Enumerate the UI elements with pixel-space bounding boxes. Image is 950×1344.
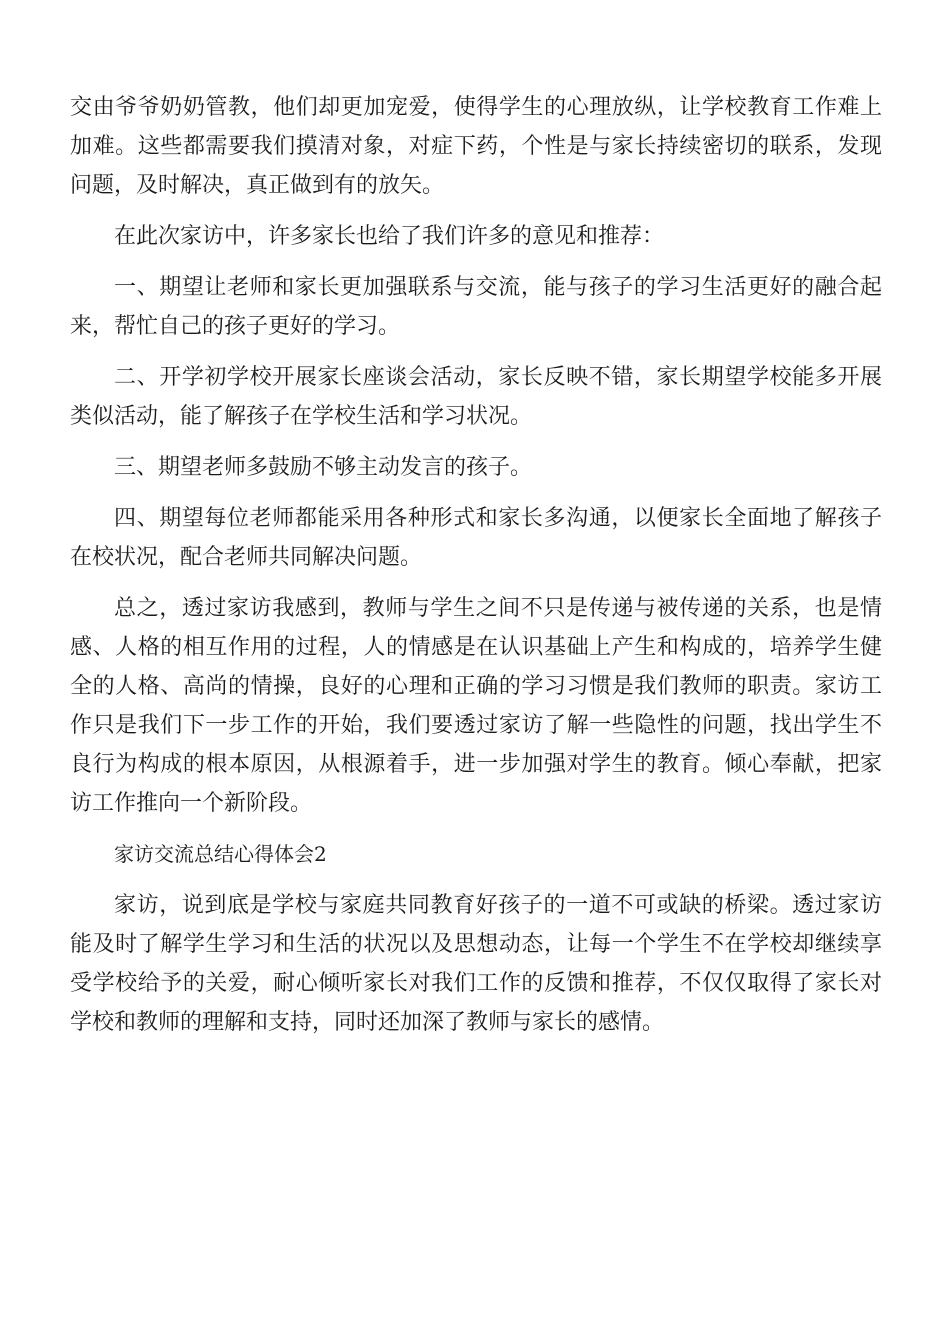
document-body	[70, 88, 882, 1054]
paragraph-8: 家访，说到底是学校与家庭共同教育好孩子的一道不可或缺的桥梁。透过家访能及时了解学生学习和生活的状况以及思想动态，让每一个学生不在学校却继续享受学校给予的关爱，耐心倾听家长对我们工作的反馈和推荐，不仅仅取得了家长对学校和教师的理解和支持，同时还加深了教师与家长的感情。	[70, 893, 882, 1035]
paragraph-2: 在此次家访中，许多家长也给了我们许多的意见和推荐：	[114, 224, 665, 249]
paragraph-5: 三、期望老师多鼓励不够主动发言的孩子。	[114, 455, 533, 480]
paragraph-1: 交由爷爷奶奶管教，他们却更加宠爱，使得学生的心理放纵，让学校教育工作难上加难。这些都需要我们摸清对象，对症下药，个性是与家长持续密切的联系，发现问题，及时解决，真正做到有的放矢。	[70, 95, 882, 198]
paragraph-3: 一、期望让老师和家长更加强联系与交流，能与孩子的学习生活更好的融合起来，帮忙自己的孩子更好的学习。	[70, 275, 882, 339]
paragraph-6: 四、期望每位老师都能采用各种形式和家长多沟通，以便家长全面地了解孩子在校状况，配合老师共同解决问题。	[70, 506, 882, 570]
paragraph-4: 二、开学初学校开展家长座谈会活动，家长反映不错，家长期望学校能多开展类似活动，能了解孩子在学校生活和学习状况。	[70, 365, 882, 429]
section-heading: 家访交流总结心得体会2	[114, 842, 327, 866]
paragraph-7: 总之，透过家访我感到，教师与学生之间不只是传递与被传递的关系，也是情感、人格的相互作用的过程，人的情感是在认识基础上产生和构成的，培养学生健全的人格、高尚的情操，良好的心理和正确的学习习惯是我们教师的职责。家访工作只是我们下一步工作的开始，我们要透过家访了解一些隐性的问题，找出学生不良行为构成的根本原因，从根源着手，进一步加强对学生的教育。倾心奉献，把家访工作推向一个新阶段。	[70, 596, 882, 816]
